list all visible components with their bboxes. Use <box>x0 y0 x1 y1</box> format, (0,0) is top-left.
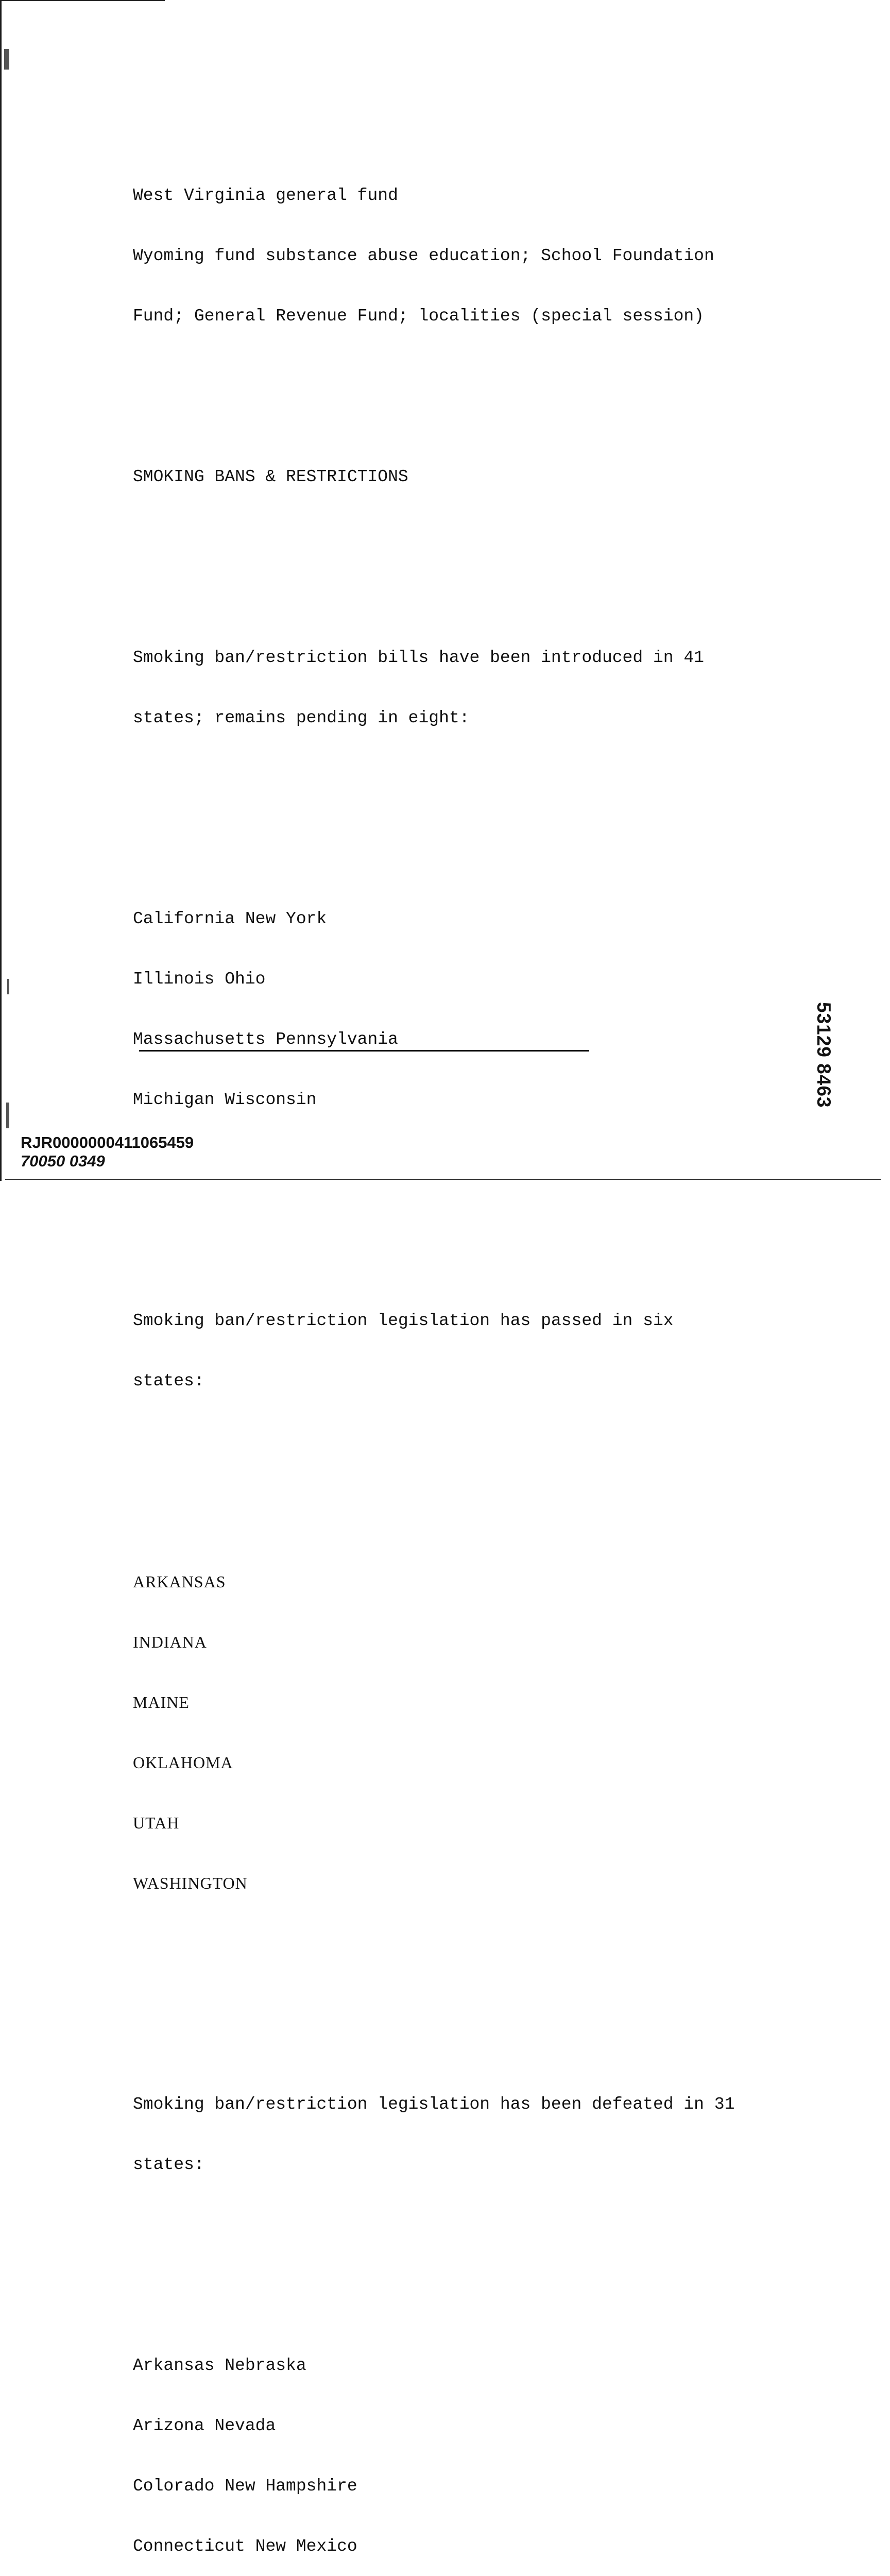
section-heading-bans: SMOKING BANS & RESTRICTIONS <box>133 467 408 486</box>
list-item: MAINE <box>133 1693 190 1711</box>
pending-intro <box>133 607 751 768</box>
list-item: INDIANA <box>133 1633 207 1651</box>
scan-speck <box>7 979 9 994</box>
sub-id: 70050 0349 <box>21 1152 105 1170</box>
list-item: Michigan Wisconsin <box>133 1090 317 1109</box>
pending-states-list <box>133 869 751 1150</box>
list-item: ARKANSAS <box>133 1572 226 1591</box>
text-line: states: <box>133 2155 204 2174</box>
text-line: states: <box>133 1371 204 1391</box>
passed-intro <box>133 1270 751 1431</box>
list-item: OKLAHOMA <box>133 1753 233 1772</box>
text-line: Smoking ban/restriction legislation has been defeated in 31 <box>133 2095 735 2114</box>
list-item: WASHINGTON <box>133 1874 248 1892</box>
scan-left-edge <box>0 0 2 1181</box>
bottom-edge-rule <box>5 1179 881 1180</box>
text-line: Fund; General Revenue Fund; localities (special session) <box>133 307 704 326</box>
text-line: West Virginia general fund <box>133 186 398 205</box>
list-item: Connecticut New Mexico <box>133 2537 357 2556</box>
list-item: California New York <box>133 909 327 928</box>
list-item: UTAH <box>133 1814 180 1832</box>
defeated-states-list <box>133 2315 751 2576</box>
list-item: Arkansas Nebraska <box>133 2356 306 2375</box>
passed-states-list <box>133 1532 751 1934</box>
scan-speck <box>6 1103 9 1128</box>
list-item: Illinois Ohio <box>133 970 266 989</box>
scan-speck <box>4 49 9 70</box>
document-body <box>133 105 751 2576</box>
text-line: states; remains pending in eight: <box>133 708 470 727</box>
top-lines <box>133 145 751 366</box>
top-edge-rule <box>0 0 165 1</box>
footer-doc-id <box>21 1133 194 1171</box>
list-item: Colorado New Hampshire <box>133 2477 357 2496</box>
text-line: Smoking ban/restriction legislation has passed in six <box>133 1311 674 1330</box>
list-item: Massachusetts Pennsylvania <box>133 1030 398 1049</box>
signature-rule <box>139 1050 589 1052</box>
text-line: Wyoming fund substance abuse education; School Foundation <box>133 246 714 265</box>
text-line: Smoking ban/restriction bills have been introduced in 41 <box>133 648 704 667</box>
list-item: Arizona Nevada <box>133 2416 276 2435</box>
bates-number: 53129 8463 <box>813 1002 834 1108</box>
doc-id: RJR0000000411065459 <box>21 1133 194 1151</box>
defeated-intro <box>133 2054 751 2215</box>
